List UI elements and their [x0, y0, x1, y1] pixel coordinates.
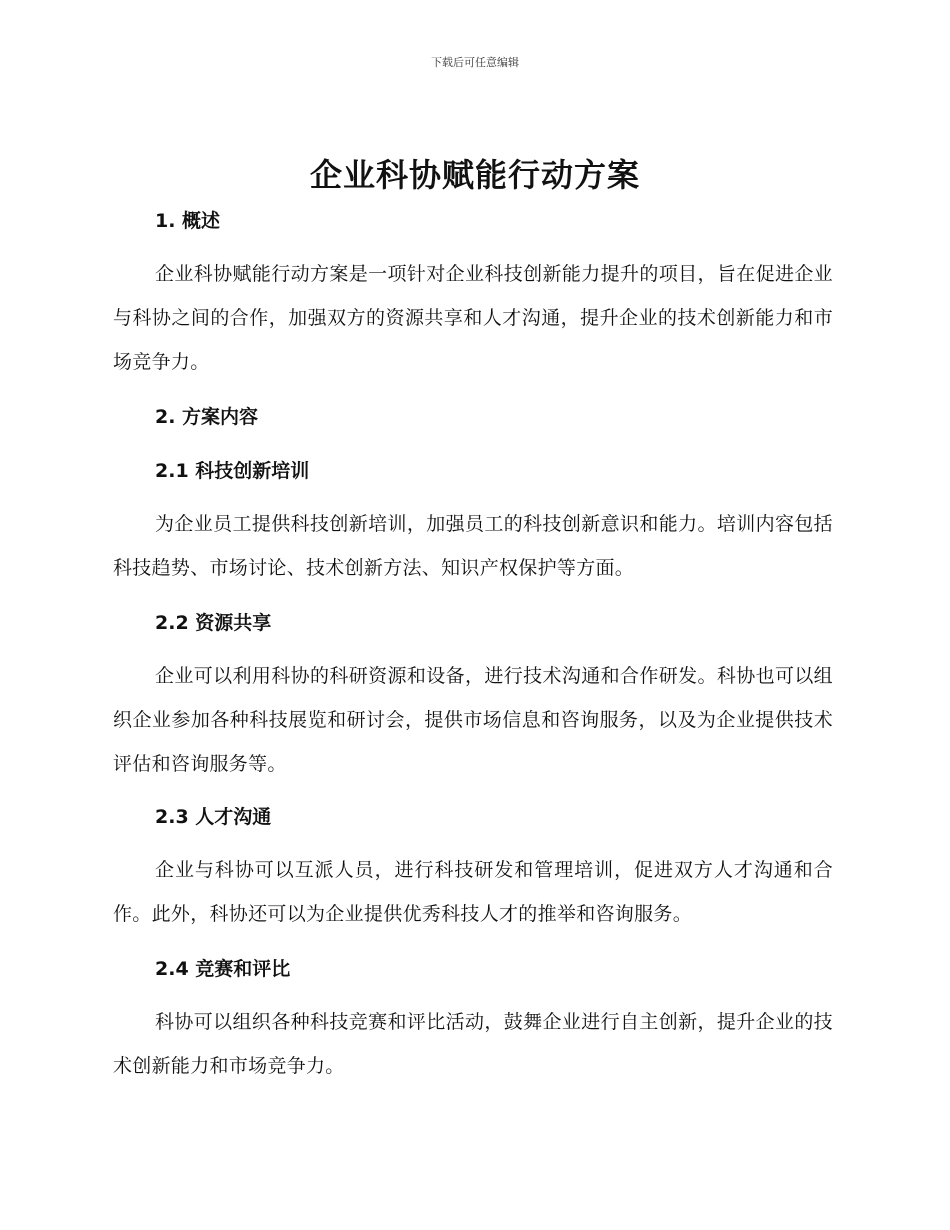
header-note: 下载后可任意编辑: [431, 56, 519, 69]
paragraph-talent-exchange: 企业与科协可以互派人员，进行科技研发和管理培训，促进双方人才沟通和合作。此外，科协还可以为企业提供优秀科技人才的推举和咨询服务。: [113, 859, 833, 925]
heading-overview: 1. 概述: [155, 210, 221, 232]
heading-resource-sharing: 2.2 资源共享: [155, 612, 272, 634]
paragraph-innovation-training: 为企业员工提供科技创新培训，加强员工的科技创新意识和能力。培训内容包括科技趋势、市场讨论、技术创新方法、知识产权保护等方面。: [113, 513, 833, 579]
paragraph-overview: 企业科协赋能行动方案是一项针对企业科技创新能力提升的项目，旨在促进企业与科协之间的合作，加强双方的资源共享和人才沟通，提升企业的技术创新能力和市场竞争力。: [113, 263, 833, 373]
paragraph-competition: 科协可以组织各种科技竞赛和评比活动，鼓舞企业进行自主创新，提升企业的技术创新能力和市场竞争力。: [113, 1011, 833, 1077]
heading-talent-exchange: 2.3 人才沟通: [155, 806, 272, 828]
document-title: 企业科协赋能行动方案: [309, 156, 640, 194]
heading-plan-content: 2. 方案内容: [155, 406, 259, 428]
heading-competition: 2.4 竞赛和评比: [155, 958, 291, 980]
heading-innovation-training: 2.1 科技创新培训: [155, 460, 310, 482]
paragraph-resource-sharing: 企业可以利用科协的科研资源和设备，进行技术沟通和合作研发。科协也可以组织企业参加各种科技展览和研讨会，提供市场信息和咨询服务，以及为企业提供技术评估和咨询服务等。: [113, 665, 833, 775]
